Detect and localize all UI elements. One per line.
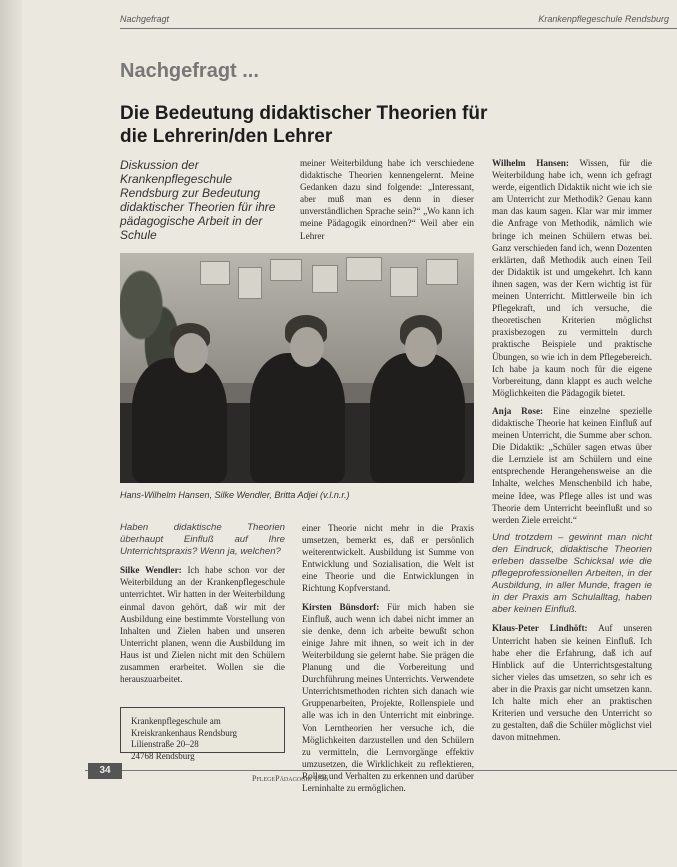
photo-pinned-paper <box>238 267 262 299</box>
photo-face <box>290 327 324 367</box>
speaker-name: Wilhelm Hansen: <box>492 158 569 168</box>
photo-pinned-paper <box>270 259 302 281</box>
article-headline: Die Bedeutung didaktischer Theorien für die Lehrerin/den Lehrer <box>120 103 488 147</box>
photo-pinned-paper <box>346 257 382 281</box>
text-column-bottom-left <box>120 522 285 691</box>
speaker-name: Anja Rose: <box>492 405 544 416</box>
running-head-right: Krankenpflegeschule Rendsburg <box>538 14 669 24</box>
speaker-text: Ich habe schon vor der Weiterbildung an der Krankenpflegeschule unterrichtet. Wir hatten in der Weiterbildung einmal davon gehört, daß wir mit der Ausbildung eine bestimmte Vorstellung von Inhalten und Zielen haben und unseren Unterricht planen, wenn die Ausbildung im Haus ist und Zielen nicht mit den Schülern zusammen erarbeitet. Wollen sie die herauszuarbeitet. <box>120 565 285 685</box>
address-box <box>120 707 285 761</box>
page-number: 34 <box>88 763 122 779</box>
page-binding-shadow <box>0 0 22 867</box>
group-photo <box>120 253 474 483</box>
photo-person-right <box>370 353 465 483</box>
address-line: Lilienstraße 20–28 <box>131 739 199 749</box>
photo-pinned-paper <box>312 265 338 293</box>
photo-caption: Hans-Wilhelm Hansen, Silke Wendler, Britta Adjei (v.l.n.r.) <box>120 490 350 500</box>
speaker-text: Wissen, für die Weiterbildung habe ich, wenn ich gefragt werde, eigentlich Didaktik nicht wie ich sie am Unterricht zur Methodik? Genau kann man das kaum sagen. Klar war mir immer die Anfrage von Methodik, nämlich wie bringe ich meinen Schülern etwas bei. Ganz verschieden fand ich, wenn Dozenten erklärten, daß Methodik auch einen Teil der Didaktik ist und umgekehrt. Ich kann ihnen sagen, was der Kern wichtig ist für meinen Unterricht. Mittlerweile bin ich Pflegekraft, und ich versuche, die theoretischen Kriterien möglichst praxisbezogen zu vermitteln durch praktische Beispiele und praktische Übungen, so wie ich in dem Pflegebereich. Ich habe ja kaum noch für die eigene Vorbereitung, dann klappt es auch welche Möglichkeiten die Pädagogik bietet. <box>492 158 652 398</box>
speaker-text: Für mich haben sie Einfluß, auch wenn ich dabei nicht immer an sie denke, denn ich arbeite bewußt schon einige Jahre mit ihnen, so weit ich in der Weiterbildung sie gelernt habe. Sie prägen die Planung und die Vorbereitung und Durchführung meines Unterrichts. Verwendete Unterrichtsmethoden richten sich danach wie Gruppenarbeiten, Projekte, Rollenspiele und alle was ich in den Unterricht mit einbringe. Von Lerntheorien her versuche ich, die Möglichkeiten darzustellen und den Schülern zu vermitteln, die Lernvorgänge effektiv umzusetzen, die Wirklichkeit zu reflektieren, Rollen und Verhalten zu erkennen und darüber Lerninhalte zu ermöglichen. <box>302 601 474 793</box>
photo-person-left <box>132 358 227 483</box>
paragraph <box>120 564 285 685</box>
paragraph <box>492 405 652 526</box>
photo-pinned-paper <box>200 261 230 285</box>
interview-question: Haben didaktische Theorien überhaupt Einfluß auf Ihre Unterrichtspraxis? Wenn ja, welchen? <box>120 522 285 558</box>
photo-face <box>174 333 208 373</box>
paragraph: meiner Weiterbildung habe ich verschiedene didaktische Theorien kennengelernt. Meine Gedanken dazu sind folgende: „Interessant, aber muß man es denn in dieser unverständlichen Sprache sein?“ „Wo kann ich meine Pädagogik einordnen?“ Weil aber ein Lehrer <box>300 158 474 241</box>
interview-question: Und trotzdem – gewinnt man nicht den Eindruck, didaktische Theorien erleben dasselbe Schicksal wie die pflegeprofessionellen Arbeiten, in der Ausbildung, in aller Munde, fragen ie in der Praxis am Schulalltag, haben aber keinen Einfluß. <box>492 531 652 616</box>
paragraph <box>302 601 474 795</box>
photo-face <box>405 327 437 367</box>
text-column-right <box>492 157 652 749</box>
section-kicker: Nachgefragt ... <box>120 60 259 82</box>
text-column-top-middle <box>300 157 474 248</box>
running-head-left: Nachgefragt <box>120 14 170 24</box>
address-line: Kreiskrankenhaus Rendsburg <box>131 727 238 738</box>
address-line: Krankenpflegeschule am <box>131 716 221 726</box>
paragraph: einer Theorie nicht mehr in die Praxis umsetzen, bemerkt es, daß er persönlich weiterentwickelt. Ausbildung ist Summe von Entwicklung und Sozialisation, die Welt ist eine Theorie und die Entwicklungen in Richtung Kopfverstand. <box>302 523 474 594</box>
paragraph <box>492 622 652 743</box>
photo-pinned-paper <box>426 259 458 285</box>
address-line: 24768 Rendsburg <box>131 750 195 761</box>
speaker-name: Klaus-Peter Lindhöft: <box>492 623 588 634</box>
speaker-text: Auf unseren Unterricht haben sie keinen Einfluß. Ich habe eher die Erfahrung, daß ich auf Hinblick auf die Unterrichtsgestaltung sicher vieles das umsetzen, so sehr ich es aber in die Praxis gar nicht umsetzen kann. Ich halte mich eher an praktischen Kriterien und versuche den Unterricht so zu gestalten, daß die Schüler möglichst viel davon mitnehmen. <box>492 623 652 743</box>
paragraph <box>492 157 652 399</box>
header-rule <box>120 28 677 29</box>
speaker-text: Eine einzelne spezielle didaktische Theorie hat keinen Einfluß auf meinen Unterricht, die Summe aber schon. Die Didaktik: „Schüler sagen etwas über die Lernziele ist am Schülern und eine entsprechende Herangehensweise an die Inhalte, welches Menschenbild ich habe, meine Idee, was Pflege alles ist und was Theorie dem Unterricht beeinflußt und so werden Ziele erreicht.“ <box>492 405 652 525</box>
text-column-bottom-middle <box>302 522 474 793</box>
article-intro: Diskussion der Krankenpflegeschule Rendsburg zur Bedeutung didaktischer Theorien für ihre pädagogische Arbeit in der Schule <box>120 158 276 242</box>
speaker-name: Silke Wendler: <box>120 565 182 576</box>
photo-person-middle <box>250 353 345 483</box>
photo-pinned-paper <box>390 267 418 297</box>
footer-rule <box>85 770 677 771</box>
journal-name: PflegePädagogik 1/96 <box>252 774 329 783</box>
speaker-name: Kirsten Bünsdorf: <box>302 601 380 612</box>
